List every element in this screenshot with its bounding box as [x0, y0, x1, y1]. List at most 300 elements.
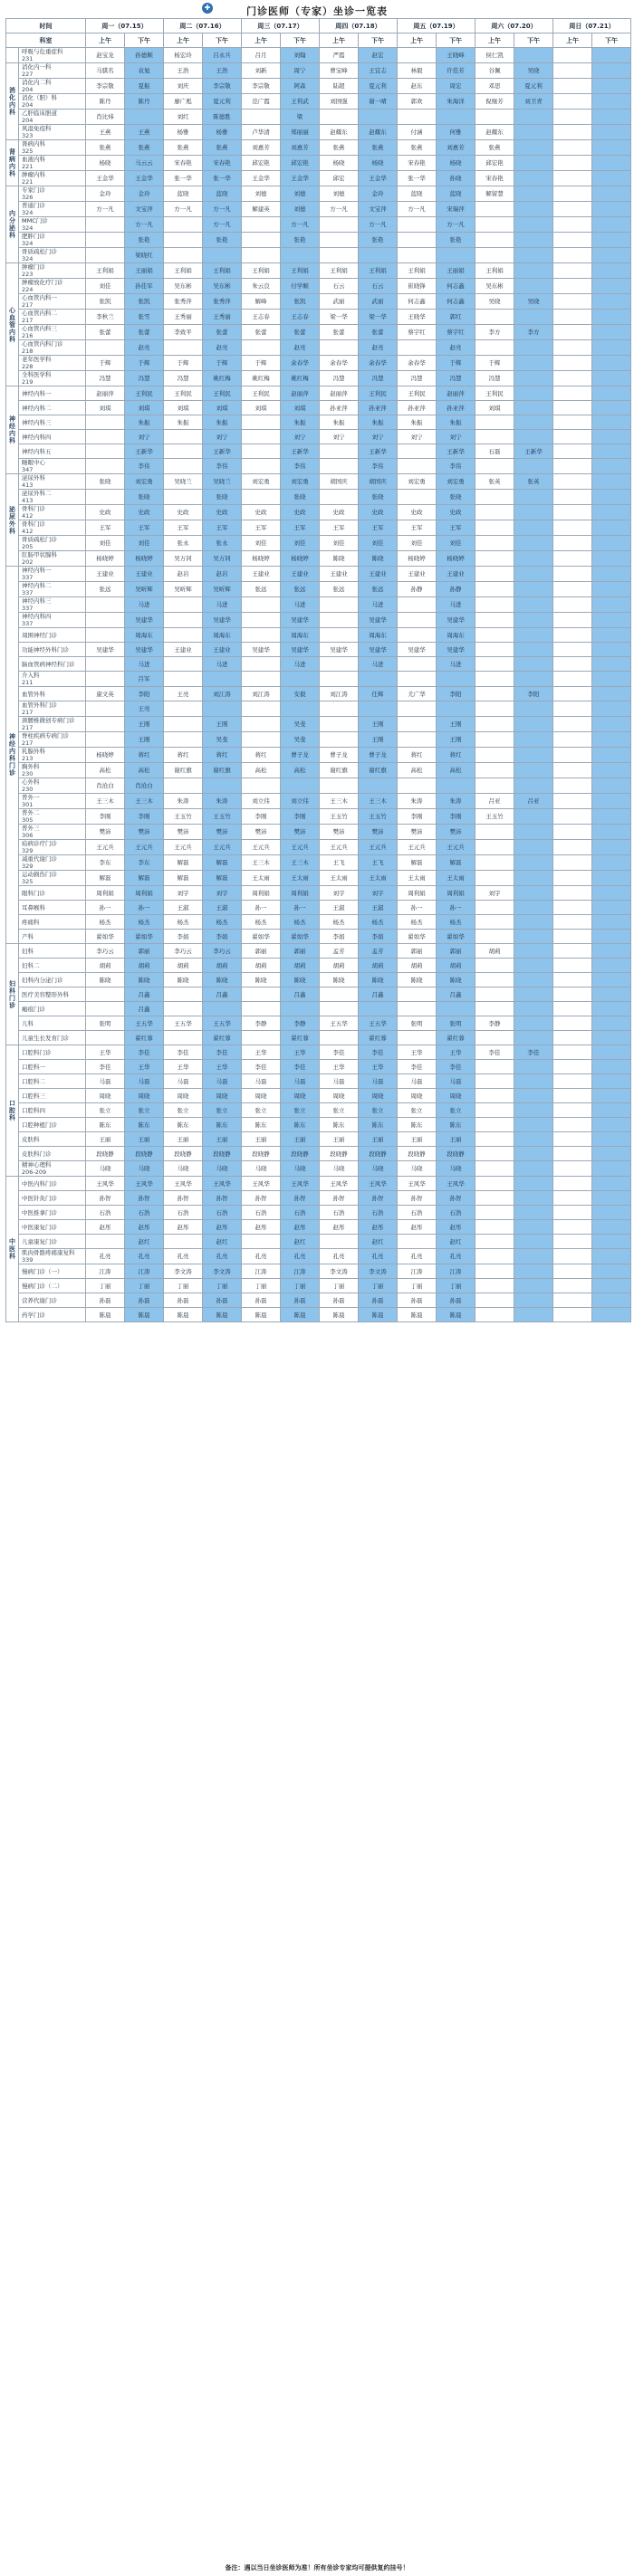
am-doctor-cell: 王利娟	[164, 263, 203, 279]
pm-doctor-cell: 段晓静	[281, 1147, 320, 1161]
am-doctor-cell: 王丽	[242, 1132, 281, 1147]
am-doctor-cell: 周晓	[320, 1089, 359, 1103]
clinic-room-number: 217	[22, 301, 34, 309]
pm-doctor-cell	[592, 687, 631, 701]
am-doctor-cell: 孔亮	[164, 1249, 203, 1264]
pm-doctor-cell: 丁丽	[125, 1279, 164, 1293]
pm-doctor-cell: 王新华	[359, 444, 398, 459]
clinic-room-cell	[19, 1249, 86, 1264]
am-doctor-cell	[553, 294, 592, 310]
am-doctor-cell: 樊沛	[398, 825, 437, 840]
am-doctor-cell: 王三木	[242, 855, 281, 871]
pm-doctor-cell	[592, 1074, 631, 1089]
pm-doctor-cell	[514, 930, 553, 944]
pm-doctor-cell: 孙智	[125, 1191, 164, 1206]
am-doctor-cell	[320, 233, 359, 248]
am-doctor-cell	[553, 1235, 592, 1249]
pm-doctor-cell	[514, 597, 553, 613]
pm-doctor-cell: 王丽	[281, 1132, 320, 1147]
am-doctor-cell: 刘佳	[242, 536, 281, 551]
clinic-room-cell	[19, 536, 86, 551]
pm-doctor-cell	[514, 125, 553, 140]
clinic-room-cell	[19, 551, 86, 567]
pm-doctor-cell	[514, 505, 553, 520]
clinic-name: 眼科门诊	[22, 889, 45, 897]
am-doctor-cell	[242, 597, 281, 613]
am-doctor-cell: 付涵	[398, 125, 437, 140]
pm-doctor-cell	[514, 748, 553, 763]
am-doctor-cell: 王建业	[242, 567, 281, 582]
schedule-row	[6, 901, 631, 915]
am-doctor-cell: 刘江涛	[320, 687, 359, 701]
am-doctor-cell: 李娟	[320, 930, 359, 944]
am-doctor-cell: 石浩	[320, 1206, 359, 1220]
clinic-name: 心血管内科门诊	[22, 340, 63, 348]
pm-doctor-cell	[514, 171, 553, 186]
am-doctor-cell: 梁一华	[320, 310, 359, 325]
schedule-row	[6, 171, 631, 186]
department-cell: 神经内科门诊	[6, 567, 19, 944]
pm-doctor-cell: 赵丽萍	[281, 386, 320, 401]
clinic-room-cell	[19, 987, 86, 1002]
clinic-room-cell	[19, 628, 86, 643]
clinic-name: 心血管内科三	[22, 325, 57, 332]
pm-doctor-cell	[514, 1220, 553, 1235]
am-doctor-cell	[476, 628, 514, 643]
am-doctor-cell: 于辉	[86, 356, 125, 371]
clinic-room-cell	[19, 794, 86, 809]
am-doctor-cell	[476, 567, 514, 582]
pm-doctor-cell: 王刚	[359, 717, 398, 732]
am-doctor-cell: 张一华	[164, 171, 203, 186]
am-doctor-cell: 马骐名	[86, 63, 125, 79]
am-doctor-cell	[242, 248, 281, 263]
pm-doctor-cell: 周海东	[125, 628, 164, 643]
am-doctor-cell: 赵彤	[242, 1220, 281, 1235]
pm-doctor-cell	[359, 778, 398, 794]
pm-doctor-cell	[359, 248, 398, 263]
pm-doctor-cell: 刘宇	[203, 886, 242, 901]
pm-doctor-cell: 赵亮	[437, 340, 476, 356]
pm-doctor-cell: 陈东	[359, 1118, 398, 1132]
am-doctor-cell	[476, 340, 514, 356]
schedule-row	[6, 490, 631, 505]
am-doctor-cell	[553, 944, 592, 959]
am-doctor-cell: 朱涛	[398, 794, 437, 809]
pm-doctor-cell: 李文涛	[203, 1264, 242, 1279]
pm-header: 下午	[125, 33, 164, 48]
am-doctor-cell: 刘宇	[164, 886, 203, 901]
pm-doctor-cell	[592, 356, 631, 371]
am-doctor-cell	[242, 672, 281, 687]
schedule-row	[6, 825, 631, 840]
pm-doctor-cell: 夏元利	[514, 79, 553, 94]
clinic-name: 疼痛科	[22, 918, 40, 926]
pm-doctor-cell: 孙磊	[125, 1293, 164, 1308]
am-doctor-cell: 翟如华	[86, 930, 125, 944]
am-doctor-cell	[476, 459, 514, 474]
pm-doctor-cell: 王浩	[203, 63, 242, 79]
am-doctor-cell	[398, 1002, 437, 1016]
am-doctor-cell	[553, 915, 592, 930]
clinic-room-cell	[19, 643, 86, 657]
pm-doctor-cell: 赵亮	[203, 340, 242, 356]
schedule-row	[6, 474, 631, 490]
am-doctor-cell: 卢华清	[242, 125, 281, 140]
clinic-room-cell	[19, 310, 86, 325]
pm-doctor-cell: 王志春	[281, 310, 320, 325]
pm-doctor-cell: 刘德	[281, 202, 320, 217]
pm-doctor-cell	[592, 1220, 631, 1235]
pm-doctor-cell: 刘宏勇	[125, 474, 164, 490]
am-doctor-cell: 冯慧	[320, 371, 359, 386]
schedule-row	[6, 613, 631, 628]
pm-doctor-cell	[514, 825, 553, 840]
pm-doctor-cell: 王刚	[125, 717, 164, 732]
am-doctor-cell: 王玉竹	[164, 809, 203, 825]
pm-doctor-cell	[514, 1161, 553, 1177]
am-doctor-cell	[476, 672, 514, 687]
schedule-row	[6, 643, 631, 657]
am-doctor-cell	[164, 1235, 203, 1249]
pm-doctor-cell: 赵红	[437, 1235, 476, 1249]
pm-doctor-cell	[514, 415, 553, 430]
pm-doctor-cell: 张凯	[125, 294, 164, 310]
am-doctor-cell: 王金华	[86, 171, 125, 186]
pm-doctor-cell: 孙磊	[281, 1293, 320, 1308]
pm-doctor-cell: 张立	[359, 1103, 398, 1118]
am-doctor-cell: 邱宏	[320, 171, 359, 186]
pm-doctor-cell	[592, 279, 631, 294]
pm-doctor-cell: 王太雨	[281, 871, 320, 886]
clinic-room-cell	[19, 233, 86, 248]
pm-doctor-cell	[592, 263, 631, 279]
pm-doctor-cell: 石浩	[437, 1206, 476, 1220]
am-doctor-cell: 王元兵	[242, 840, 281, 855]
clinic-room-cell	[19, 415, 86, 430]
am-doctor-cell: 冯慧	[476, 371, 514, 386]
clinic-room-number: 347	[22, 466, 34, 473]
am-doctor-cell: 孙一	[242, 901, 281, 915]
pm-doctor-cell: 陈晨	[203, 1308, 242, 1322]
pm-doctor-cell: 陈东	[203, 1118, 242, 1132]
am-doctor-cell: 谷佩	[476, 63, 514, 79]
pm-doctor-cell: 杨雅	[203, 125, 242, 140]
schedule-row	[6, 340, 631, 356]
am-doctor-cell: 樊沛	[86, 825, 125, 840]
pm-doctor-cell: 周海东	[281, 628, 320, 643]
pm-doctor-cell: 马磊	[437, 1074, 476, 1089]
pm-doctor-cell	[592, 987, 631, 1002]
clinic-name: 运动损伤门诊	[22, 871, 57, 878]
clinic-room-cell	[19, 325, 86, 340]
pm-doctor-cell: 樊沛	[203, 825, 242, 840]
am-doctor-cell	[476, 687, 514, 701]
clinic-room-number: 219	[22, 378, 34, 386]
am-doctor-cell	[553, 386, 592, 401]
clinic-room-cell	[19, 186, 86, 202]
am-doctor-cell: 杨杰	[164, 915, 203, 930]
pm-doctor-cell	[514, 1249, 553, 1264]
clinic-room-number: 217	[22, 709, 34, 716]
pm-doctor-cell	[592, 732, 631, 748]
pm-doctor-cell: 孙智	[359, 1191, 398, 1206]
pm-doctor-cell	[437, 701, 476, 717]
am-doctor-cell: 李静	[476, 1016, 514, 1031]
pm-doctor-cell: 马晓	[203, 1161, 242, 1177]
pm-doctor-cell: 张晓	[125, 490, 164, 505]
pm-doctor-cell: 王宜志	[359, 63, 398, 79]
pm-doctor-cell	[592, 1279, 631, 1293]
pm-doctor-cell: 周晓	[203, 1089, 242, 1103]
clinic-room-cell	[19, 944, 86, 959]
pm-doctor-cell	[592, 401, 631, 415]
pm-doctor-cell	[514, 1293, 553, 1308]
am-doctor-cell: 王华	[164, 1060, 203, 1074]
pm-doctor-cell	[592, 597, 631, 613]
am-doctor-cell: 余春华	[320, 356, 359, 371]
page-title: 门诊医师（专家）坐诊一览表	[246, 5, 388, 17]
am-doctor-cell: 李东	[86, 855, 125, 871]
am-doctor-cell: 康文英	[86, 687, 125, 701]
pm-doctor-cell: 吴晓兰	[203, 474, 242, 490]
pm-doctor-cell: 张立	[437, 1103, 476, 1118]
am-doctor-cell: 王利娟	[320, 263, 359, 279]
pm-doctor-cell: 陈晓	[281, 973, 320, 987]
am-doctor-cell	[86, 1002, 125, 1016]
am-doctor-cell	[476, 1264, 514, 1279]
pm-doctor-cell: 高松	[125, 763, 164, 778]
pm-doctor-cell: 王元兵	[359, 840, 398, 855]
am-doctor-cell	[553, 415, 592, 430]
pm-doctor-cell	[514, 717, 553, 732]
am-doctor-cell: 曹宝峰	[320, 63, 359, 79]
am-doctor-cell: 赵彤	[398, 1220, 437, 1235]
pm-doctor-cell: 胡莉	[203, 959, 242, 973]
pm-doctor-cell: 翟红蓉	[437, 1031, 476, 1045]
clinic-name: 妇科	[22, 947, 34, 955]
am-doctor-cell: 王五华	[164, 1016, 203, 1031]
pm-doctor-cell: 吕鑫	[359, 987, 398, 1002]
am-doctor-cell: 张蕾	[320, 325, 359, 340]
am-doctor-cell: 胡莉	[476, 944, 514, 959]
pm-doctor-cell: 翟红蓉	[203, 1031, 242, 1045]
am-doctor-cell: 马磊	[242, 1074, 281, 1089]
am-doctor-cell	[242, 717, 281, 732]
am-doctor-cell: 杨晓婷	[398, 551, 437, 567]
pm-doctor-cell	[592, 613, 631, 628]
pm-doctor-cell	[514, 778, 553, 794]
pm-doctor-cell	[592, 248, 631, 263]
pm-doctor-cell: 王军	[281, 520, 320, 536]
am-doctor-cell	[86, 415, 125, 430]
pm-doctor-cell: 李方	[514, 325, 553, 340]
am-doctor-cell	[398, 613, 437, 628]
am-doctor-cell: 王金华	[242, 171, 281, 186]
day-header: 周四（07.18）	[320, 19, 398, 33]
pm-doctor-cell: 吴斐	[281, 732, 320, 748]
clinic-room-number: 325	[22, 148, 34, 155]
schedule-row	[6, 1293, 631, 1308]
pm-doctor-cell: 王利娟	[359, 263, 398, 279]
am-doctor-cell: 王华	[86, 1045, 125, 1060]
schedule-row	[6, 840, 631, 855]
clinic-name: 脊柱疾病专病门诊	[22, 732, 69, 739]
pm-doctor-cell	[592, 643, 631, 657]
pm-doctor-cell: 张晓	[437, 490, 476, 505]
pm-doctor-cell: 夏元利	[203, 94, 242, 110]
am-doctor-cell	[476, 1293, 514, 1308]
am-doctor-cell	[553, 840, 592, 855]
am-doctor-cell: 尤广华	[398, 687, 437, 701]
schedule-row	[6, 233, 631, 248]
pm-doctor-cell	[203, 248, 242, 263]
pm-doctor-cell: 王军	[437, 520, 476, 536]
am-doctor-cell	[164, 701, 203, 717]
clinic-room-cell	[19, 1045, 86, 1060]
schedule-row	[6, 987, 631, 1002]
am-doctor-cell: 杨晓	[320, 156, 359, 171]
am-doctor-cell	[553, 1132, 592, 1147]
am-doctor-cell: 刘德	[242, 186, 281, 202]
pm-doctor-cell: 陈晓	[359, 973, 398, 987]
pm-doctor-cell: 李静	[281, 1016, 320, 1031]
schedule-row	[6, 156, 631, 171]
pm-doctor-cell: 史政	[125, 505, 164, 520]
am-doctor-cell	[553, 1206, 592, 1220]
pm-doctor-cell: 王军	[125, 520, 164, 536]
clinic-room-cell	[19, 1060, 86, 1074]
pm-doctor-cell: 周利娟	[125, 886, 164, 901]
pm-doctor-cell: 刘宁	[125, 430, 164, 444]
pm-doctor-cell: 朱涛	[203, 794, 242, 809]
clinic-room-cell	[19, 1235, 86, 1249]
clinic-name: 心外科	[22, 778, 40, 786]
am-doctor-cell	[476, 1147, 514, 1161]
am-doctor-cell	[242, 732, 281, 748]
pm-doctor-cell: 宋瑞萍	[437, 202, 476, 217]
am-doctor-cell: 段晓静	[320, 1147, 359, 1161]
pm-doctor-cell: 杨杰	[437, 915, 476, 930]
schedule-row	[6, 415, 631, 430]
am-doctor-cell: 陈晨	[320, 1308, 359, 1322]
clinic-room-number: 413	[22, 497, 34, 504]
schedule-row	[6, 657, 631, 672]
am-doctor-cell	[553, 628, 592, 643]
am-doctor-cell	[476, 1074, 514, 1089]
pm-doctor-cell: 刘卫青	[514, 94, 553, 110]
clinic-name: 肾病内科	[22, 140, 45, 148]
clinic-name: 血液内科	[22, 156, 45, 163]
am-doctor-cell: 石浩	[242, 1206, 281, 1220]
am-doctor-cell: 孔亮	[320, 1249, 359, 1264]
am-doctor-cell	[476, 110, 514, 125]
clinic-room-cell	[19, 386, 86, 401]
pm-doctor-cell: 李东	[125, 855, 164, 871]
pm-doctor-cell: 吴昕辉	[203, 582, 242, 597]
am-header: 上午	[398, 33, 437, 48]
pm-doctor-cell: 周利娟	[281, 886, 320, 901]
pm-doctor-cell: 吕鑫	[125, 987, 164, 1002]
am-doctor-cell: 朱云良	[242, 279, 281, 294]
am-doctor-cell: 杨杰	[320, 915, 359, 930]
clinic-name: 血管外科	[22, 690, 45, 698]
pm-doctor-cell: 孟芳	[359, 944, 398, 959]
am-doctor-cell	[476, 973, 514, 987]
dept-header: 科室	[6, 33, 86, 48]
clinic-room-cell	[19, 444, 86, 459]
am-doctor-cell: 李巧云	[164, 944, 203, 959]
pm-doctor-cell: 丁丽	[437, 1279, 476, 1293]
am-doctor-cell	[553, 279, 592, 294]
clinic-room-cell	[19, 915, 86, 930]
clinic-name: 营养代谢门诊	[22, 1296, 57, 1304]
schedule-row	[6, 444, 631, 459]
am-doctor-cell: 余春华	[398, 356, 437, 371]
schedule-row	[6, 310, 631, 325]
am-doctor-cell	[320, 701, 359, 717]
pm-doctor-cell: 丁丽	[359, 1279, 398, 1293]
pm-doctor-cell: 金玲	[125, 186, 164, 202]
clinic-name: 心血管内科一	[22, 294, 57, 301]
clinic-room-cell	[19, 973, 86, 987]
clinic-room-number: 339	[22, 1256, 34, 1264]
am-doctor-cell	[476, 1206, 514, 1220]
am-doctor-cell	[553, 701, 592, 717]
pm-doctor-cell: 孙静	[437, 582, 476, 597]
schedule-row	[6, 1235, 631, 1249]
am-doctor-cell: 刘红	[164, 110, 203, 125]
clinic-name: 普外一	[22, 794, 40, 801]
pm-doctor-cell: 马晓	[125, 1161, 164, 1177]
schedule-row	[6, 1002, 631, 1016]
am-doctor-cell: 刘宏勇	[242, 474, 281, 490]
pm-doctor-cell: 王建业	[281, 567, 320, 582]
pm-doctor-cell: 王利民	[359, 386, 398, 401]
am-doctor-cell: 高松	[398, 763, 437, 778]
am-doctor-cell	[553, 202, 592, 217]
am-doctor-cell	[242, 415, 281, 430]
pm-doctor-cell: 吴建华	[203, 613, 242, 628]
pm-doctor-cell: 赵宏	[359, 48, 398, 63]
am-doctor-cell: 王风华	[86, 1177, 125, 1191]
am-doctor-cell	[476, 1118, 514, 1132]
clinic-room-number: 217	[22, 317, 34, 324]
am-doctor-cell: 马晓	[320, 1161, 359, 1177]
pm-doctor-cell: 方一凡	[125, 217, 164, 233]
am-doctor-cell	[320, 628, 359, 643]
pm-doctor-cell	[592, 1293, 631, 1308]
pm-doctor-cell: 刘德	[281, 186, 320, 202]
pm-doctor-cell: 胡莉	[437, 959, 476, 973]
am-doctor-cell	[553, 1279, 592, 1293]
pm-doctor-cell: 郑丽丽	[281, 125, 320, 140]
pm-doctor-cell: 孙磊	[203, 1293, 242, 1308]
pm-doctor-cell: 孔亮	[125, 1249, 164, 1264]
clinic-name: 肌肉骨骼疼痛康复科	[22, 1249, 75, 1256]
pm-doctor-cell: 段晓静	[203, 1147, 242, 1161]
pm-doctor-cell	[514, 186, 553, 202]
am-doctor-cell: 李静	[242, 1016, 281, 1031]
clinic-room-cell	[19, 430, 86, 444]
am-doctor-cell	[553, 536, 592, 551]
am-doctor-cell: 王秀丽	[164, 310, 203, 325]
am-doctor-cell: 张立	[320, 1103, 359, 1118]
pm-doctor-cell: 刘佳	[281, 536, 320, 551]
pm-doctor-cell	[514, 657, 553, 672]
am-doctor-cell	[476, 1235, 514, 1249]
pm-doctor-cell: 李巧云	[203, 944, 242, 959]
